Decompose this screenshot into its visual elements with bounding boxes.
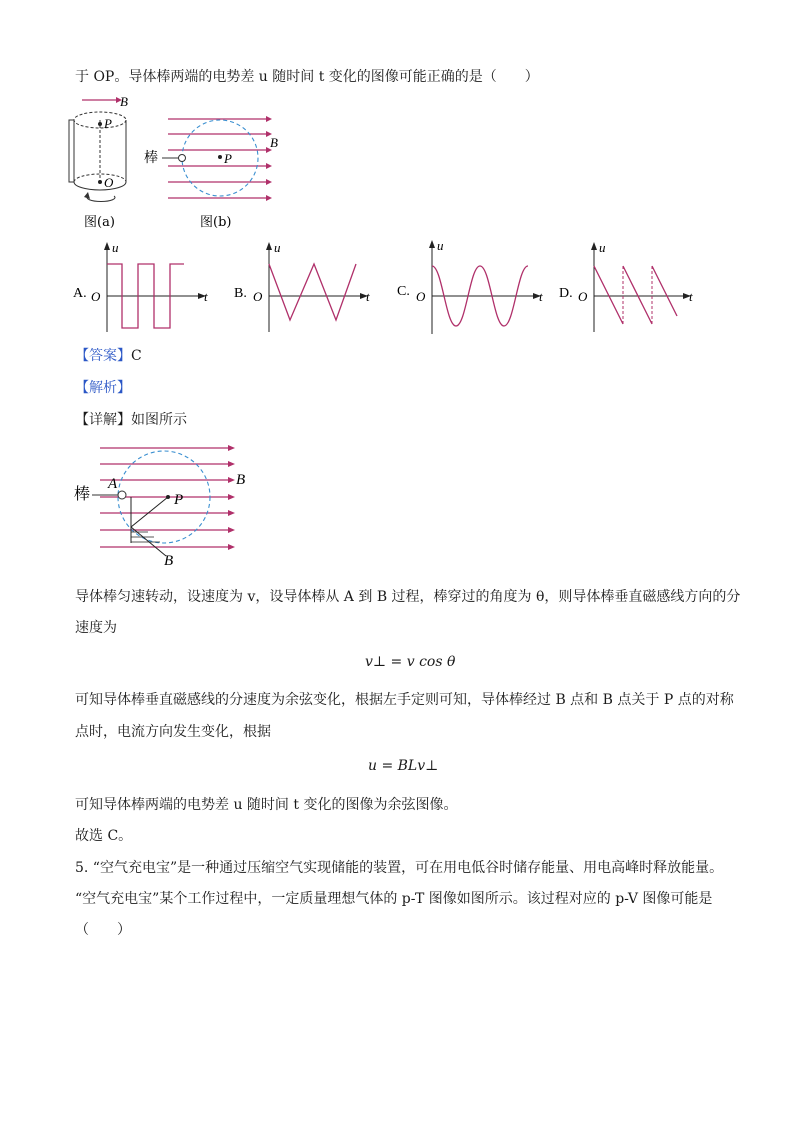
figure-a-label-p: P xyxy=(104,116,112,131)
q5-line3: （ ） xyxy=(75,922,131,938)
option-b-axis-u: u xyxy=(274,240,281,255)
option-a-origin: O xyxy=(91,289,101,304)
option-d-axis-t: t xyxy=(689,289,693,304)
detail-label-b-bottom: B xyxy=(164,553,174,569)
q5-line1: 5. “空气充电宝”是一种通过压缩空气实现储能的装置，可在用电低谷时储存能量、用电高峰时释放能量。 xyxy=(75,860,724,876)
figure-b xyxy=(140,110,280,230)
option-a-axis-u: u xyxy=(112,240,119,255)
option-a-graph xyxy=(70,240,230,340)
para2-line1: 可知导体棒垂直磁感线的分速度为余弦变化，根据左手定则可知，导体棒经过 B 点和 B 点关于 P 点的对称 xyxy=(75,692,734,708)
detail-label-p: P xyxy=(174,492,184,508)
conclusion: 故选 C。 xyxy=(75,828,133,844)
figure-a-label-o: O xyxy=(104,175,114,190)
question-intro: 于 OP。导体棒两端的电势差 u 随时间 t 变化的图像可能正确的是（ ） xyxy=(75,69,539,85)
figure-b-label-b: B xyxy=(270,135,278,150)
option-c-letter: C. xyxy=(397,284,410,299)
option-d-origin: O xyxy=(578,289,588,304)
option-c-axis-t: t xyxy=(539,289,543,304)
detail-label-b-top: B xyxy=(236,472,246,488)
option-d-axis-u: u xyxy=(599,240,606,255)
option-b-axis-t: t xyxy=(366,289,370,304)
answer-value: C xyxy=(131,348,142,364)
answer-tag: 【答案】 xyxy=(75,348,131,364)
figure-b-caption: 图(b) xyxy=(200,215,232,230)
para1-line2: 速度为 xyxy=(75,620,117,636)
detail-text: 如图所示 xyxy=(131,412,187,428)
figure-b-label-rod: 棒 xyxy=(144,150,158,166)
figure-a-label-b: B xyxy=(120,94,128,109)
figure-b-label-p: P xyxy=(224,151,232,166)
detail-tag: 【详解】 xyxy=(75,412,131,428)
analysis-tag: 【解析】 xyxy=(75,380,131,396)
figure-a-caption: 图(a) xyxy=(84,215,115,230)
para1-line1: 导体棒匀速转动，设速度为 v，设导体棒从 A 到 B 过程，棒穿过的角度为 θ，则导体棒垂直磁感线方向的分 xyxy=(75,589,741,605)
option-c-origin: O xyxy=(416,289,426,304)
option-c-axis-u: u xyxy=(437,238,444,253)
option-d-letter: D. xyxy=(559,286,573,301)
option-a-axis-t: t xyxy=(204,289,208,304)
formula-1: v⊥ = v cos θ xyxy=(365,654,456,670)
option-b-graph xyxy=(232,240,392,340)
formula-2: u = BLv⊥ xyxy=(368,758,439,774)
q5-line2: “空气充电宝”某个工作过程中，一定质量理想气体的 p-T 图像如图所示。该过程对应的 p-V 图像可能是 xyxy=(75,891,713,907)
para2-line2: 点时，电流方向发生变化，根据 xyxy=(75,724,271,740)
option-b-letter: B. xyxy=(234,286,247,301)
para3: 可知导体棒两端的电势差 u 随时间 t 变化的图像为余弦图像。 xyxy=(75,797,458,813)
option-d-graph xyxy=(557,240,717,340)
detail-label-a: A xyxy=(108,476,118,492)
detail-line xyxy=(75,410,187,430)
option-c-graph xyxy=(395,238,555,338)
option-a-letter: A. xyxy=(73,286,87,301)
detail-label-rod: 棒 xyxy=(74,484,91,503)
option-b-origin: O xyxy=(253,289,263,304)
answer-line xyxy=(75,346,142,366)
analysis-line xyxy=(75,378,131,398)
detail-figure xyxy=(70,440,260,570)
